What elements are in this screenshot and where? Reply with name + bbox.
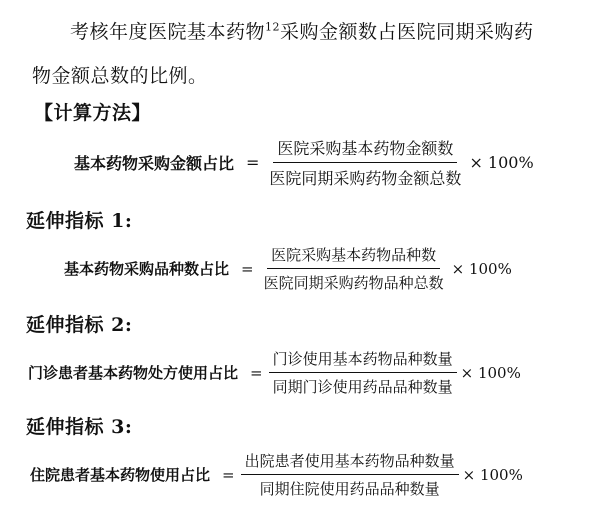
formula-ext2-numerator: 门诊使用基本药物品种数量 [269,348,457,373]
formula-main-denominator: 医院同期采购药物金额总数 [269,169,462,188]
formula-main-multiplier: × 100% [469,153,534,172]
formula-ext1-lhs: 基本药物采购品种数占比 [64,260,230,278]
formula-main-numerator: 医院采购基本药物金额数 [273,136,457,163]
formula-ext2 [28,348,521,397]
formula-ext1-multiplier: × 100% [451,259,512,278]
ext2-heading: 延伸指标 2: [26,314,133,336]
intro-line2: 物金额总数的比例。 [32,65,208,87]
formula-ext2-equals: = [250,363,263,382]
intro-line1-post: 采购金额数占医院同期采购药 [280,21,534,43]
formula-ext2-fraction [269,348,457,397]
formula-ext3-fraction [241,450,459,499]
formula-ext1-fraction [260,244,448,293]
formula-ext3-lhs: 住院患者基本药物使用占比 [30,466,211,484]
formula-main-equals: = [246,153,260,172]
intro-paragraph [32,10,588,98]
formula-main-lhs: 基本药物采购金额占比 [74,154,235,173]
formula-main-fraction [265,136,465,189]
formula-ext1 [64,244,512,293]
footnote-ref: 12 [265,20,281,34]
formula-ext2-lhs: 门诊患者基本药物处方使用占比 [28,364,239,382]
calc-method-heading: 【计算方法】 [34,102,152,124]
formula-ext3 [30,450,523,499]
formula-ext2-multiplier: × 100% [460,363,521,382]
ext1-heading: 延伸指标 1: [26,210,133,232]
formula-main [74,136,534,189]
ext3-heading: 延伸指标 3: [26,416,133,438]
formula-ext3-equals: = [222,465,235,484]
formula-ext1-numerator: 医院采购基本药物品种数 [267,244,440,269]
intro-line1-pre: 考核年度医院基本药物 [70,21,266,43]
formula-ext3-multiplier: × 100% [462,465,523,484]
formula-ext2-denominator: 同期门诊使用药品品种数量 [272,378,453,396]
formula-ext3-numerator: 出院患者使用基本药物品种数量 [241,450,459,475]
formula-ext1-equals: = [241,259,254,278]
formula-ext1-denominator: 医院同期采购药物品种总数 [263,274,444,292]
formula-ext3-denominator: 同期住院使用药品品种数量 [259,480,440,498]
